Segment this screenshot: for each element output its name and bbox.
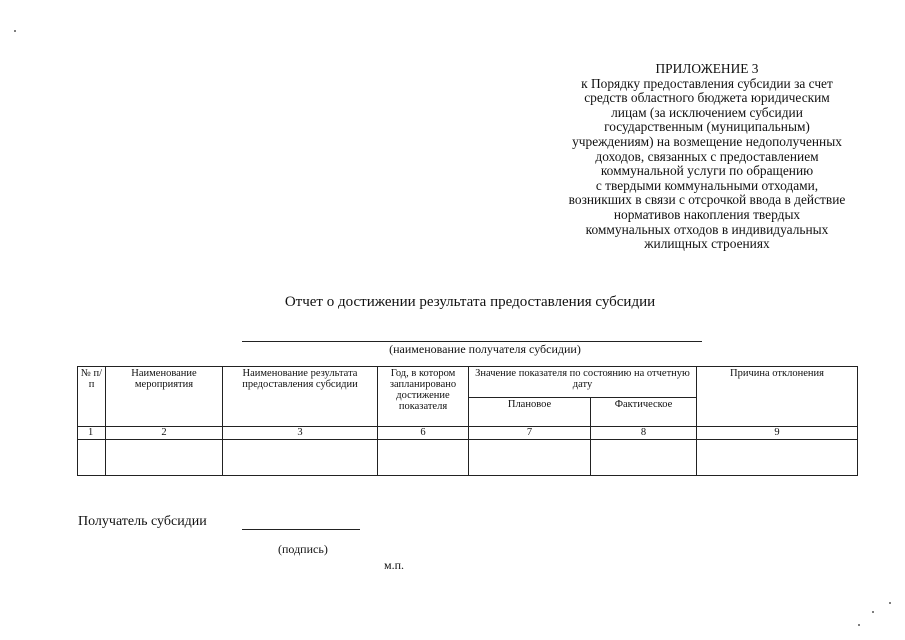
annex-line: средств областного бюджета юридическим xyxy=(584,90,830,106)
annex-line: учреждениям) на возмещение недополученных xyxy=(572,133,842,149)
table-header-row xyxy=(78,367,858,398)
scan-speck xyxy=(889,602,891,604)
annex-line: ПРИЛОЖЕНИЕ 3 xyxy=(655,61,759,76)
column-number: 6 xyxy=(378,427,469,440)
header-value-group: Значение показателя по состоянию на отчетную дату xyxy=(469,367,697,398)
report-table xyxy=(77,366,858,476)
header-num: № п/п xyxy=(78,367,106,427)
annex-line: коммунальных отходов в индивидуальных xyxy=(585,221,829,237)
header-reason: Причина отклонения xyxy=(697,367,858,427)
annex-line: нормативов накопления твердых xyxy=(613,206,801,222)
report-title: Отчет о достижении результата предоставления субсидии xyxy=(284,294,656,310)
column-number: 8 xyxy=(591,427,697,440)
scan-speck xyxy=(858,624,860,626)
annex-line: с твердыми коммунальными отходами, xyxy=(595,177,819,193)
table-cell[interactable] xyxy=(591,440,697,476)
annex-line: возникших в связи с отсрочкой ввода в действие xyxy=(568,192,846,208)
recipient-name-caption: (наименование получателя субсидии) xyxy=(389,342,581,356)
annex-line: государственным (муниципальным) xyxy=(604,119,810,135)
header-year: Год, в котором запланировано достижение показателя xyxy=(378,367,469,427)
column-number: 1 xyxy=(78,427,106,440)
table-cell[interactable] xyxy=(697,440,858,476)
annex-line: лицам (за исключением субсидии xyxy=(611,104,803,120)
scan-speck xyxy=(872,611,874,613)
column-number: 9 xyxy=(697,427,858,440)
header-planned: Плановое xyxy=(469,398,591,427)
stamp-label: м.п. xyxy=(384,558,405,572)
column-number: 3 xyxy=(223,427,378,440)
annex-line: доходов, связанных с предоставлением xyxy=(595,148,819,164)
scan-speck xyxy=(14,30,16,32)
table-cell[interactable] xyxy=(378,440,469,476)
header-measure: Наименование мероприятия xyxy=(106,367,223,427)
header-result: Наименование результата предоставления субсидии xyxy=(223,367,378,427)
column-number: 7 xyxy=(469,427,591,440)
annex-line: жилищных строениях xyxy=(644,236,770,252)
annex-line: коммунальной услуги по обращению xyxy=(600,163,814,179)
annex-line: к Порядку предоставления субсидии за счет xyxy=(581,75,833,91)
table-cell[interactable] xyxy=(78,440,106,476)
column-number-row xyxy=(78,427,858,440)
column-number: 2 xyxy=(106,427,223,440)
annex-header xyxy=(548,62,866,252)
table-cell[interactable] xyxy=(469,440,591,476)
table-row xyxy=(78,440,858,476)
table-cell[interactable] xyxy=(106,440,223,476)
table-cell[interactable] xyxy=(223,440,378,476)
signature-label: Получатель субсидии xyxy=(78,514,207,529)
signature-caption: (подпись) xyxy=(278,542,328,556)
header-actual: Фактическое xyxy=(591,398,697,427)
signature-line[interactable] xyxy=(242,529,360,530)
